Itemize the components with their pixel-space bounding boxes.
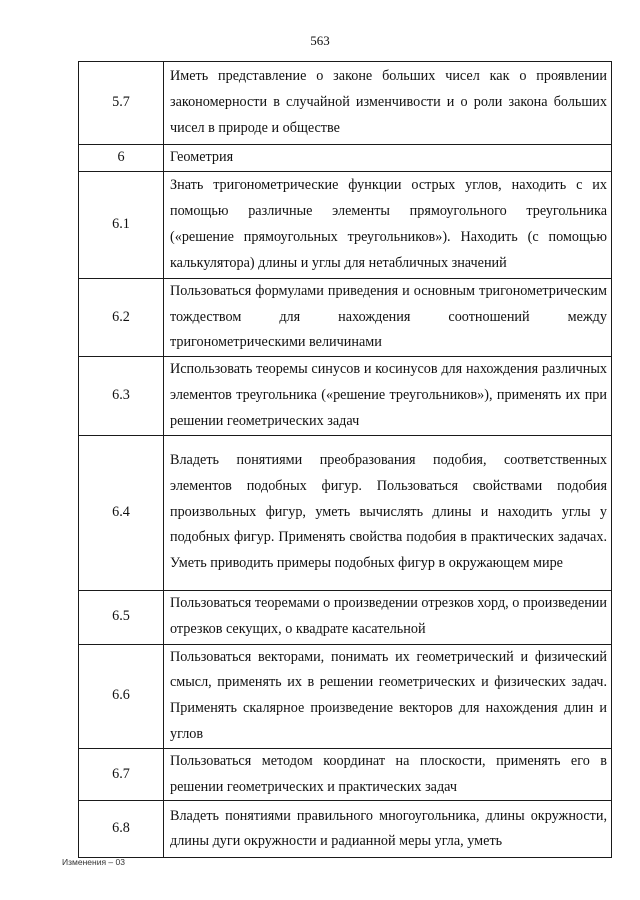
table-row: [79, 748, 612, 801]
table-row: [79, 278, 612, 356]
requirements-table: [78, 61, 612, 858]
table-row: [79, 171, 612, 278]
row-text: Пользоваться векторами, понимать их геометрический и физический смысл, применять их в решении геометрических и физических задач. Применять скалярное произведение векторов для нахождения длин и углов: [164, 644, 612, 748]
row-number: 6.6: [79, 644, 164, 748]
table-row: [79, 644, 612, 748]
row-number: 6.5: [79, 590, 164, 644]
table-row: [79, 590, 612, 644]
table-row: [79, 62, 612, 145]
row-number: 6.2: [79, 278, 164, 356]
row-text: Пользоваться формулами приведения и основным тригонометрическим тождеством для нахождения соотношений между тригонометрическими величинами: [164, 278, 612, 356]
row-number: 6.1: [79, 171, 164, 278]
row-text: Иметь представление о законе больших чисел как о проявлении закономерности в случайной изменчивости и о роли закона больших чисел в природе и обществе: [164, 62, 612, 145]
row-number: 6.7: [79, 748, 164, 801]
page-number: 563: [310, 33, 330, 48]
row-text: Геометрия: [164, 145, 612, 172]
row-text: Владеть понятиями преобразования подобия, соответственных элементов подобных фигур. Пользоваться свойствами подобия произвольных фигур, уметь вычислять длины и находить углы у подобных фигур. Применять свойства подобия в практических задачах. Уметь приводить примеры подобных фигур в окружающем мире: [164, 435, 612, 590]
row-text: Пользоваться методом координат на плоскости, применять его в решении геометрических и практических задач: [164, 748, 612, 801]
row-text: Пользоваться теоремами о произведении отрезков хорд, о произведении отрезков секущих, о квадрате касательной: [164, 590, 612, 644]
row-text: Использовать теоремы синусов и косинусов для нахождения различных элементов треугольника («решение треугольников»), применять их при решении геометрических задач: [164, 357, 612, 435]
table-row: [79, 357, 612, 435]
footer-revision: Изменения – 03: [62, 857, 125, 867]
row-text: Знать тригонометрические функции острых углов, находить с их помощью различные элементы прямоугольного треугольника («решение прямоугольных треугольников»). Находить (с помощью калькулятора) длины и углы для нетабличных значений: [164, 171, 612, 278]
table-row: [79, 435, 612, 590]
row-number: 6.8: [79, 801, 164, 858]
row-text: Владеть понятиями правильного многоугольника, длины окружности, длины дуги окружности и радианной меры угла, уметь: [164, 801, 612, 858]
row-number: 6.4: [79, 435, 164, 590]
table-row: [79, 145, 612, 172]
row-number: 5.7: [79, 62, 164, 145]
row-number: 6.3: [79, 357, 164, 435]
table-row: [79, 801, 612, 858]
row-number: 6: [79, 145, 164, 172]
